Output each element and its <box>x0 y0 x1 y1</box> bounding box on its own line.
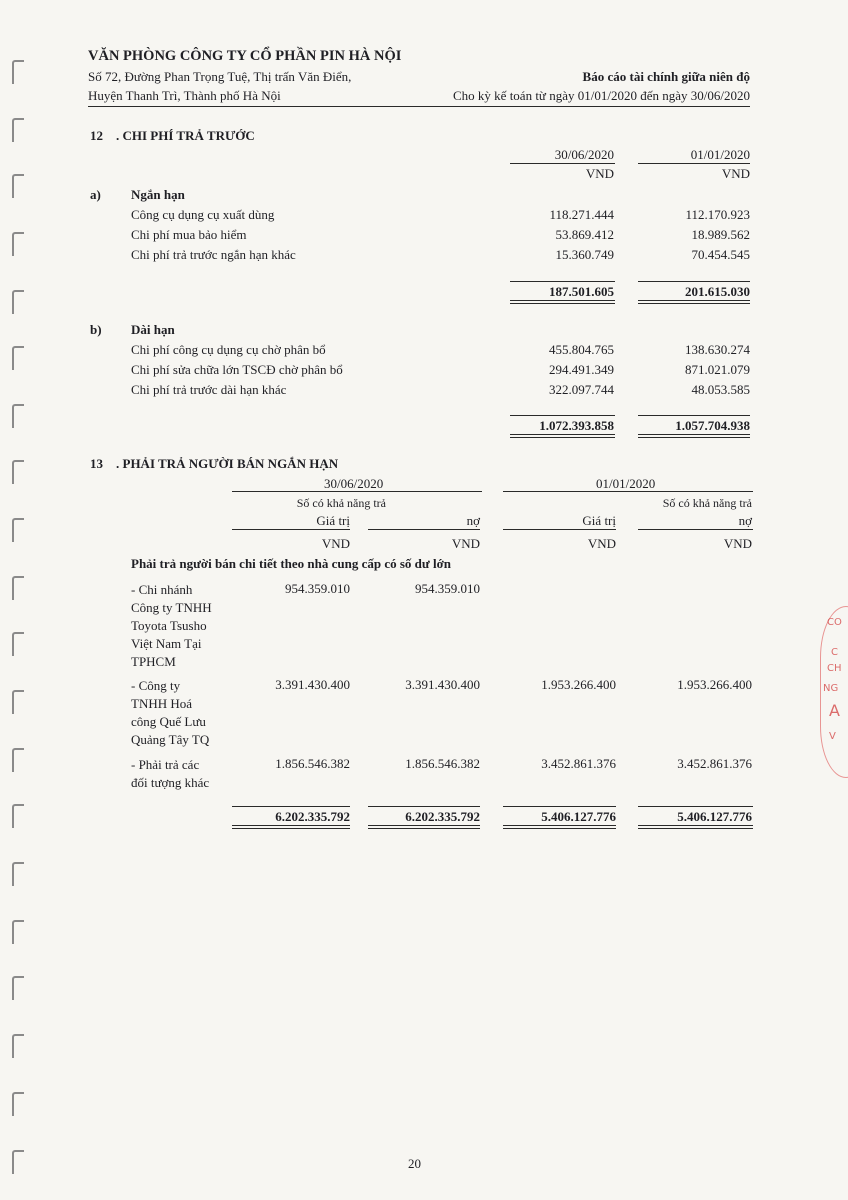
subsection-a-label: a) <box>90 187 101 202</box>
row-value-2020-01: 871.021.079 <box>685 362 750 377</box>
total-double-rule <box>638 300 750 304</box>
row-value-2020-06: 15.360.749 <box>555 247 614 262</box>
supplier-payable-2020-01: 1.953.266.400 <box>677 677 752 692</box>
col-rule <box>638 529 753 530</box>
subsection-b-title: Dài hạn <box>131 322 175 337</box>
row-value-2020-01: 112.170.923 <box>685 207 750 222</box>
total-payable-2020-01: 5.406.127.776 <box>677 809 752 824</box>
row-value-2020-06: 294.491.349 <box>549 362 614 377</box>
report-title: Báo cáo tài chính giữa niên độ <box>582 69 750 84</box>
page-number: 20 <box>408 1156 421 1171</box>
row-name: Chi phí trả trước ngắn hạn khác <box>131 247 296 262</box>
row-value-2020-01: 48.053.585 <box>691 382 750 397</box>
row-name: Chi phí công cụ dụng cụ chờ phân bổ <box>131 342 326 357</box>
total-double-rule <box>638 434 750 438</box>
row-name: Chi phí sửa chữa lớn TSCĐ chờ phân bổ <box>131 362 343 377</box>
company-name: VĂN PHÒNG CÔNG TY CỔ PHẦN PIN HÀ NỘI <box>88 48 402 64</box>
currency: VND <box>587 536 616 551</box>
supplier-payable-2020-01: 3.452.861.376 <box>677 756 752 771</box>
supplier-subtitle: Phải trả người bán chi tiết theo nhà cung cấp có số dư lớn <box>131 556 452 571</box>
total-double-rule <box>232 825 350 829</box>
supplier-payable-2020-06: 954.359.010 <box>415 581 480 596</box>
section-12-number: 12 <box>90 128 103 143</box>
total-rule-top <box>510 415 615 416</box>
row-value-2020-01: 18.989.562 <box>691 227 750 242</box>
col-payable-l2: nợ <box>466 513 480 528</box>
currency: VND <box>723 536 752 551</box>
supplier-payable-2020-06: 1.856.546.382 <box>405 756 480 771</box>
subsection-a-title: Ngắn hạn <box>131 187 185 202</box>
col-payable-l2: nợ <box>738 513 752 528</box>
total-double-rule <box>368 825 480 829</box>
section-13-number: 13 <box>90 456 103 471</box>
subsection-b-label: b) <box>90 322 102 337</box>
currency: VND <box>451 536 480 551</box>
total-double-rule <box>510 434 615 438</box>
col-rule <box>503 529 616 530</box>
col2-date-rule <box>638 163 750 164</box>
total-rule-top <box>232 806 350 807</box>
total-double-rule <box>638 825 753 829</box>
group1-date: 30/06/2020 <box>324 476 384 491</box>
col2-date: 01/01/2020 <box>690 147 750 162</box>
total-rule-top <box>368 806 480 807</box>
total-value-2020-01: 5.406.127.776 <box>541 809 616 824</box>
supplier-name: - Chi nhánh Công ty TNHH Toyota Tsusho Việt Nam Tại TPHCM <box>131 582 212 669</box>
row-value-2020-06: 322.097.744 <box>549 382 614 397</box>
subtotal-a-2020-06: 187.501.605 <box>549 284 614 299</box>
col1-date-rule <box>510 163 615 164</box>
total-double-rule <box>503 825 616 829</box>
total-rule-top <box>503 806 616 807</box>
header-rule <box>88 106 750 107</box>
row-value-2020-06: 53.869.412 <box>555 227 614 242</box>
section-12-title: . CHI PHÍ TRẢ TRƯỚC <box>116 128 255 143</box>
company-stamp-fragment: CO C CH NG A V <box>820 606 848 778</box>
supplier-name: - Phải trả các đối tượng khác <box>131 757 210 790</box>
col-value: Giá trị <box>582 513 616 528</box>
subtotal-b-2020-06: 1.072.393.858 <box>539 418 614 433</box>
supplier-value-2020-06: 1.856.546.382 <box>275 756 350 771</box>
group2-rule <box>503 491 753 492</box>
total-rule-top <box>638 806 753 807</box>
col1-currency: VND <box>585 166 614 181</box>
col-value: Giá trị <box>316 513 350 528</box>
row-name: Chi phí mua bảo hiểm <box>131 227 247 242</box>
col-payable-l1: Số có khả năng trả <box>296 496 386 510</box>
group1-rule <box>232 491 482 492</box>
report-period: Cho kỳ kế toán từ ngày 01/01/2020 đến ngày 30/06/2020 <box>453 88 750 103</box>
col2-currency: VND <box>721 166 750 181</box>
col-payable-l1: Số có khả năng trả <box>662 496 752 510</box>
total-value-2020-06: 6.202.335.792 <box>275 809 350 824</box>
supplier-payable-2020-06: 3.391.430.400 <box>405 677 480 692</box>
col-rule <box>232 529 350 530</box>
total-payable-2020-06: 6.202.335.792 <box>405 809 480 824</box>
row-value-2020-06: 455.804.765 <box>549 342 614 357</box>
currency: VND <box>321 536 350 551</box>
supplier-value-2020-06: 3.391.430.400 <box>275 677 350 692</box>
address-line-2: Huyện Thanh Trì, Thành phố Hà Nội <box>88 88 281 103</box>
col-rule <box>368 529 480 530</box>
total-rule-top <box>510 281 615 282</box>
supplier-value-2020-06: 954.359.010 <box>285 581 350 596</box>
total-rule-top <box>638 415 750 416</box>
subtotal-b-2020-01: 1.057.704.938 <box>675 418 750 433</box>
row-name: Chi phí trả trước dài hạn khác <box>131 382 287 397</box>
total-double-rule <box>510 300 615 304</box>
supplier-name: - Công ty TNHH Hoá công Quế Lưu Quảng Tây TQ <box>131 678 210 747</box>
supplier-value-2020-01: 1.953.266.400 <box>541 677 616 692</box>
row-name: Công cụ dụng cụ xuất dùng <box>131 207 275 222</box>
address-line-1: Số 72, Đường Phan Trọng Tuệ, Thị trấn Văn Điển, <box>88 69 352 84</box>
total-rule-top <box>638 281 750 282</box>
section-13-title: . PHẢI TRẢ NGƯỜI BÁN NGẮN HẠN <box>116 456 339 471</box>
supplier-value-2020-01: 3.452.861.376 <box>541 756 616 771</box>
group2-date: 01/01/2020 <box>596 476 656 491</box>
row-value-2020-01: 70.454.545 <box>691 247 750 262</box>
row-value-2020-01: 138.630.274 <box>685 342 750 357</box>
subtotal-a-2020-01: 201.615.030 <box>685 284 750 299</box>
col1-date: 30/06/2020 <box>554 147 614 162</box>
row-value-2020-06: 118.271.444 <box>549 207 614 222</box>
